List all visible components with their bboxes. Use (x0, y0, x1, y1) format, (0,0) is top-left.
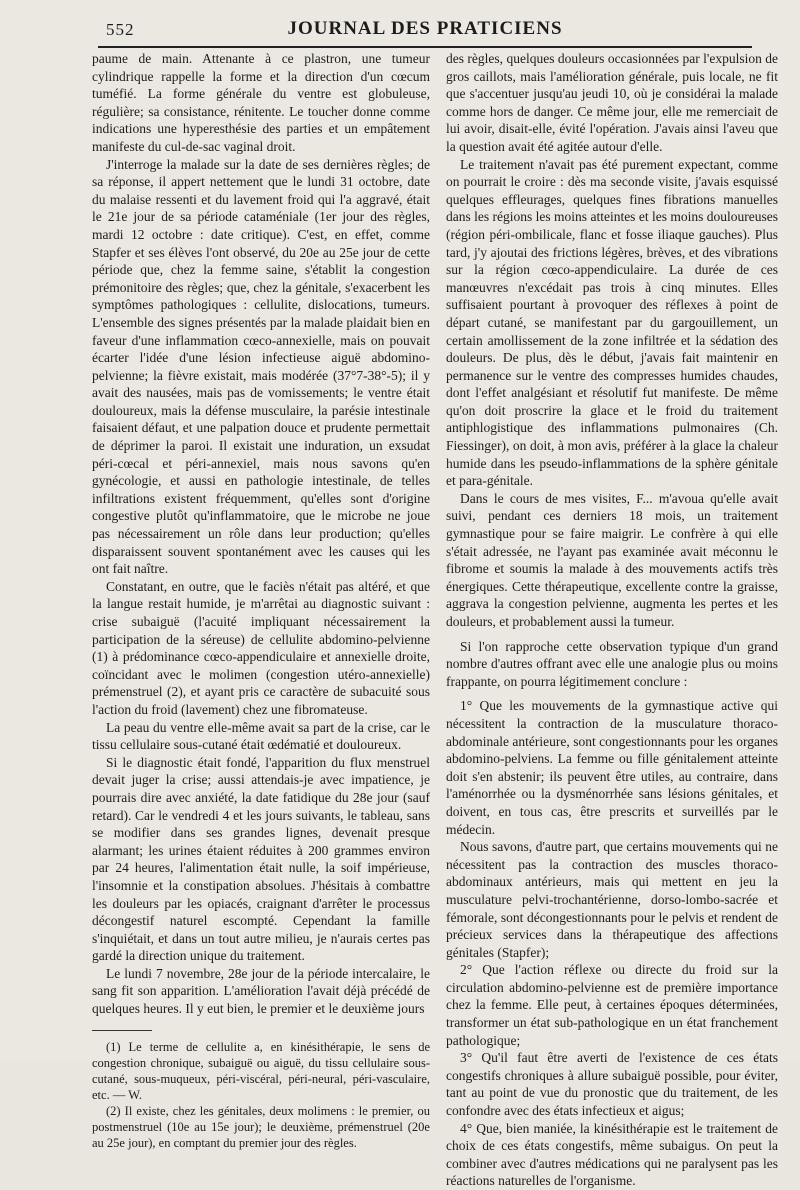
page-number: 552 (106, 20, 135, 39)
page-header (98, 18, 752, 44)
paragraph: J'interroge la malade sur la date de ses dernières règles; de sa réponse, il appert nettement que le lundi 31 octobre, date du malaise ressenti et du lavement froid qui l'a aggravé, était le 21e jour de sa période cataméniale (1er jour des règles, mardi 12 octobre : date critique). C'est, en effet, comme Stapfer et ses élèves l'ont observé, du 20e au 25e jour de cette période que, chez la femme saine, s'établit la congestion prémonitoire des règles; que, chez la génitale, s'exacerbent les symptômes pathologiques : cellulite, dislocations, tumeurs. L'ensemble des signes présentés par la malade plaidait bien en faveur d'une inflammation cœco-annexielle, mais on pouvait écarter l'idée d'une lésion infectieuse aiguë abdomino-pelvienne; la fièvre existait, mais modérée (37°7-38°-5); il y avait des nausées, mais pas de vomissements; le ventre était douloureux, mais la défense musculaire, la parésie intestinale faisaient défaut, et une palpation douce et prudente permettait de déprimer la paroi. Il existait une induration, un exsudat péri-cœcal et péri-annexiel, mais nous savons qu'en gynécologie, et aussi en pathologie intestinale, de telles infiltrations existent fréquemment, qu'elles sont d'origine congestive plutôt qu'inflammatoire, que le microbe ne joue pas nécessairement un rôle dans leur production; qu'elles disparaissent souvent spontanément avec les causes qui les ont fait naître. (92, 156, 430, 577)
journal-title: JOURNAL DES PRATICIENS (287, 18, 563, 39)
paragraph: Dans le cours de mes visites, F... m'avoua qu'elle avait suivi, pendant ces derniers 18 mois, un traitement gymnastique pour se faire maigrir. Le confrère à qui elle s'était adressée, ne l'ayant pas examinée avait méconnu le fibrome et soumis la malade à des mouvements actifs très énergiques. Cette thérapeutique, excellente contre la graisse, aggrava la congestion pelvienne, augmenta les pertes et les douleurs, et probablement aussi la tumeur. (446, 490, 778, 629)
paragraph: Le lundi 7 novembre, 28e jour de la période intercalaire, le sang fit son apparition. L'amélioration l'avait déjà précédé de quelques heures. Il y eut bien, le premier et le deuxième jours (92, 965, 430, 1017)
conclusion-item: 3° Qu'il faut être averti de l'existence de ces états congestifs chroniques à allure subaiguë possible, pour éviter, tant au point de vue du pronostic que du traitement, de les confondre avec des états infectieux et aigus; (446, 1050, 778, 1119)
conclusion-item: 2° Que l'action réflexe ou directe du froid sur la circulation abdomino-pelvienne est de première importance chez la femme. Elle peut, à certaines époques déterminées, transformer un état sub-pathologique en un état franchement pathologique; (446, 962, 778, 1048)
conclusion-item: 1° Que les mouvements de la gymnastique active qui nécessitent la contraction de la musculature thoraco-abdominale antérieure, sont congestionnants pour les organes abdomino-pelviens. La femme ou fille génitalement atteinte doit s'en abstenir; ils peuvent être utiles, au contraire, dans l'aménorrhée ou la dysménorrhée sans lésions génitales, et doivent, en tous cas, être prescrits et surveillés par le médecin. (446, 698, 778, 837)
left-column (92, 50, 430, 1151)
header-rule (98, 46, 752, 48)
paragraph: Le traitement n'avait pas été purement expectant, comme on pourrait le croire : dès ma seconde visite, j'avais esquissé quelques effleurages, quelques fines fibrations manuelles dans les régions les moins atteintes et les moins douloureuses (région péri-ombilicale, flanc et fosse iliaque gauches). Plus tard, j'y ajoutai des frictions légères, brèves, et des vibrations sur la région cœco-appendiculaire. La durée de ces manœuvres n'excédait pas trois à cinq minutes. Elles suffisaient pourtant à provoquer des réflexes à point de départ cutané, se manifestant par du gargouillement, un certain amollissement de la zone infiltrée et la sédation des douleurs. De plus, dès le début, j'avais fait maintenir en permanence sur le ventre des compresses humides chaudes, dont l'effet analgésiant et résolutif fut manifeste. De même qu'on doit proscrire la glace et le froid du traitement antiphlogistique des inflammations pulmonaires (Ch. Fiessinger), on doit, à mon avis, préférer à la glace la chaleur humide dans les pseudo-inflammations de la sphère génitale et para-génitale. (446, 156, 778, 489)
paragraph: Si le diagnostic était fondé, l'apparition du flux menstruel devait juger la crise; aussi attendais-je avec impatience, je pourrais dire avec anxiété, la date fatidique du 28e jour (sauf retard). Car le vendredi 4 et les jours suivants, le tableau, sans se modifier dans ses grandes lignes, devenait presque alarmant; les urines étaient réduites à 200 grammes environ par 24 heures, l'alimentation était nulle, la soif impérieuse, l'insomnie et la constipation absolues. J'hésitais à combattre les douleurs par les opiacés, craignant d'arrêter le processus décongestif naturel escompté. Cependant la famille s'inquiétait, et dans un tout autre milieu, je n'aurais certes pas gardé la direction unique du traitement. (92, 754, 430, 964)
paragraph: paume de main. Attenante à ce plastron, une tumeur cylindrique rappelle la forme et la direction d'un cœcum tuméfié. La forme générale du ventre est globuleuse, régulière; sa consistance, rénitente. Le toucher donne comme indications une hyperesthésie des parties et un empâtement manifeste du cul-de-sac vaginal droit. (92, 51, 430, 154)
paragraph: des règles, quelques douleurs occasionnées par l'expulsion de gros caillots, mais l'amélioration générale, puis locale, ne fit que s'accentuer jusqu'au jeudi 10, où je considérai la malade comme hors de danger. Ce même jour, elle me remerciait de lui avoir, disait-elle, évité l'opération. J'avais ainsi l'aveu que la question avait été agitée autour d'elle. (446, 51, 778, 154)
footnotes-divider (92, 1030, 152, 1031)
paragraph: Constatant, en outre, que le faciès n'était pas altéré, et que la langue restait humide, je m'arrêtai au diagnostic suivant : crise subaiguë (l'acuité impliquant nécessairement la participation de la séreuse) de cellulite abdomino-pelvienne (1) à prédominance cœco-appendiculaire et annexielle droite, coïncidant avec le molimen (congestion utéro-annexielle) prémenstruel (2), et ayant pris ce caractère de subacuité sous l'action du froid (lavement) chez une fibromateuse. (92, 578, 430, 717)
paragraph: Si l'on rapproche cette observation typique d'un grand nombre d'autres offrant avec elle une analogie plus ou moins frappante, on pourra légitimement conclure : (446, 638, 778, 689)
conclusion-item: 4° Que, bien maniée, la kinésithérapie est le traitement de choix de ces états congestifs, même subaigus. On peut la combiner avec d'autres médications qui ne paralysent pas les réactions naturelles de l'organisme. (446, 1120, 778, 1189)
paragraph: Nous savons, d'autre part, que certains mouvements qui ne nécessitent pas la contraction des muscles thoraco-abdominaux antérieurs, mais qui mettent en jeu la musculature pelvi-trochantérienne, dorso-lombo-sacrée et fémorale, sont décongestionnants pour le pelvis et rendent de précieux services dans la thérapeutique des affections génitales (Stapfer); (446, 839, 778, 960)
paragraph: La peau du ventre elle-même avait sa part de la crise, car le tissu cellulaire sous-cutané était œdématié et douloureux. (92, 719, 430, 753)
right-column (446, 50, 778, 1190)
footnote: (1) Le terme de cellulite a, en kinésithérapie, le sens de congestion chronique, subaiguë ou aiguë, du tissu cellulaire sous-cutané, sous-muqueux, péri-viscéral, péri-neural, péri-vasculaire, etc. — W. (92, 1039, 430, 1102)
footnote: (2) Il existe, chez les génitales, deux molimens : le premier, ou postmenstruel (10e au 15e jour); le deuxième, prémenstruel (20e au 25e jour), en comptant du premier jour des règles. (92, 1103, 430, 1150)
